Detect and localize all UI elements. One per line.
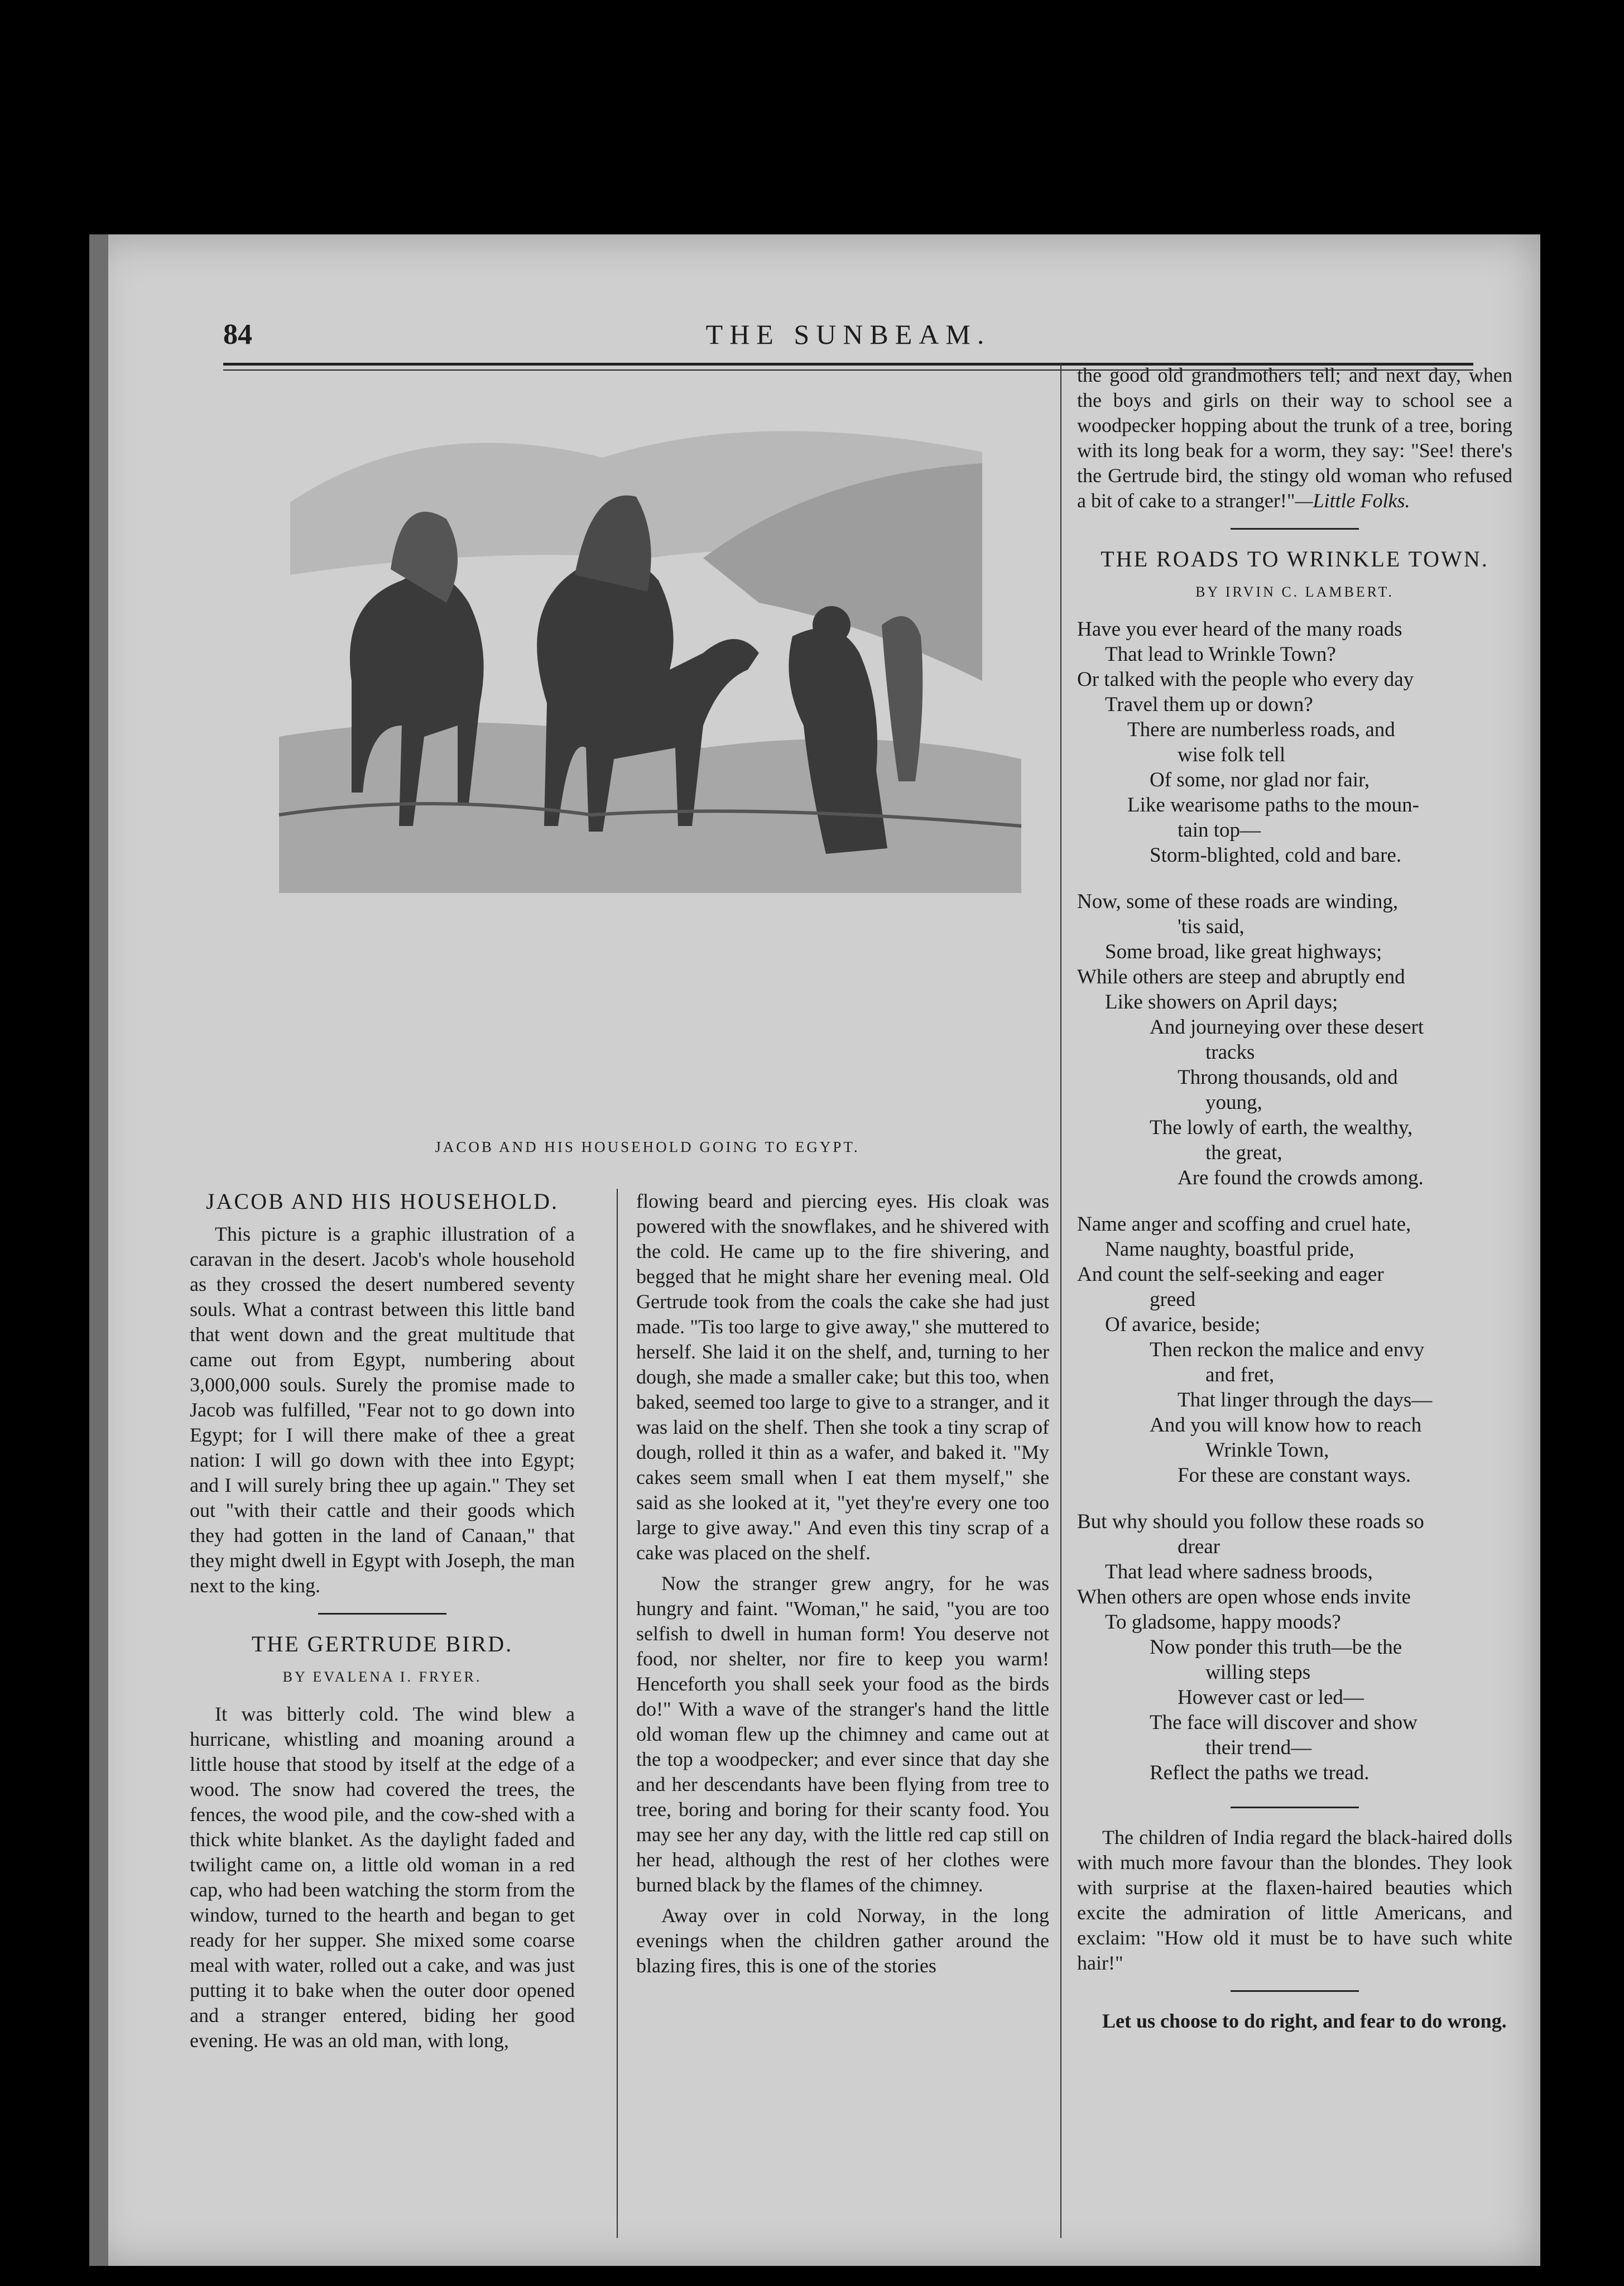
poem-line: Are found the crowds among. xyxy=(1178,1166,1424,1189)
jacob-article-title: JACOB AND HIS HOUSEHOLD. xyxy=(205,1189,559,1214)
gertrude-source: —Little Folks. xyxy=(1295,489,1410,512)
poem-line: the great, xyxy=(1205,1141,1282,1164)
poem-line: Name naughty, boastful pride, xyxy=(1105,1238,1354,1261)
poem-byline: BY IRVIN C. LAMBERT. xyxy=(1195,584,1394,600)
gertrude-article-title: THE GERTRUDE BIRD. xyxy=(251,1631,513,1656)
magazine-page xyxy=(89,234,1540,2266)
poem-line: Throng thousands, old and xyxy=(1178,1066,1398,1089)
poem-line: Or talked with the people who every day xyxy=(1077,668,1414,691)
section-divider xyxy=(1231,1990,1359,1992)
caravan-illustration xyxy=(257,391,1038,893)
poem-line: And you will know how to reach xyxy=(1150,1414,1422,1437)
poem-line: Like showers on April days; xyxy=(1105,991,1338,1014)
poem-stanza xyxy=(1077,1212,1512,1488)
poem-line: That lead where sadness broods, xyxy=(1105,1560,1373,1583)
poem-line: Then reckon the malice and envy xyxy=(1150,1338,1425,1361)
poem-line: Some broad, like great highways; xyxy=(1105,940,1382,963)
poem-line: Of some, nor glad nor fair, xyxy=(1150,769,1370,791)
page-header xyxy=(223,318,1473,357)
poem-line: their trend— xyxy=(1205,1736,1312,1759)
poem-line: Storm-blighted, cold and bare. xyxy=(1150,844,1402,867)
poem-line: willing steps xyxy=(1205,1661,1311,1684)
closing-line: Let us choose to do right, and fear to do wrong. xyxy=(1102,2010,1507,2032)
poem-line: The lowly of earth, the wealthy, xyxy=(1150,1116,1413,1139)
gertrude-byline: BY EVALENA I. FRYER. xyxy=(282,1669,482,1685)
poem-line: Reflect the paths we tread. xyxy=(1150,1761,1370,1784)
section-divider xyxy=(1231,1807,1359,1808)
illustration-caption: JACOB AND HIS HOUSEHOLD GOING TO EGYPT. xyxy=(435,1139,860,1155)
poem-line: To gladsome, happy moods? xyxy=(1105,1611,1341,1634)
page-spine xyxy=(89,234,108,2266)
poem-line: While others are steep and abruptly end xyxy=(1077,966,1405,988)
right-column xyxy=(1077,363,1512,2039)
poem-line: However cast or led— xyxy=(1178,1686,1364,1709)
gertrude-ending: the good old grandmothers tell; and next day, when the boys and girls on their way to school see a woodpecker hopping about the trunk of a tree, boring with its long beak for a worm, they say: "See! there's the Gertrude bird, the stingy old woman who refused a bit of cake to a stranger!" xyxy=(1077,364,1512,512)
poem-line: and fret, xyxy=(1205,1363,1275,1386)
column-rule-right xyxy=(1060,363,1061,2238)
poem-stanza xyxy=(1077,1509,1512,1785)
gertrude-paragraph-5 xyxy=(1077,363,1512,513)
jacob-article-body: This picture is a graphic illustration of a caravan in the desert. Jacob's whole household as they crossed the desert numbered seventy souls. What a contrast between this little band that went down and the great multitude that came out from Egypt, numbering about 3,000,000 souls. Surely the promise made to Jacob was fulfilled, "Fear not to go down into Egypt; for I will there make of thee a great nation: I will go down with thee into Egypt; and I will surely bring thee up again." They set out "with their cattle and their goods which they had gotten in the land of Canaan," that they might dwell in Egypt with Joseph, the man next to the king. xyxy=(190,1223,575,1597)
poem-title: THE ROADS TO WRINKLE TOWN. xyxy=(1101,546,1489,572)
poem-stanza xyxy=(1077,617,1512,868)
left-column xyxy=(190,1189,575,2059)
poem-line: For these are constant ways. xyxy=(1178,1464,1411,1487)
poem-line: tain top— xyxy=(1178,819,1261,842)
poem-line: Wrinkle Town, xyxy=(1205,1439,1329,1462)
section-divider xyxy=(1231,528,1359,530)
india-dolls-note: The children of India regard the black-haired dolls with much more favour than the blondes. They look with surprise at the flaxen-haired beauties which excite the admiration of little Americans, and exclaim: "How old it must be to have such white hair!" xyxy=(1077,1826,1512,1974)
poem-line: Like wearisome paths to the moun- xyxy=(1127,794,1420,817)
poem-line: wise folk tell xyxy=(1178,743,1286,766)
middle-column xyxy=(636,1189,1049,1984)
column-rule-left xyxy=(617,1189,618,2238)
poem-line: And count the self-seeking and eager xyxy=(1077,1263,1384,1286)
poem-line: Name anger and scoffing and cruel hate, xyxy=(1077,1213,1411,1236)
poem-stanza xyxy=(1077,889,1512,1190)
poem-line: That lead to Wrinkle Town? xyxy=(1105,643,1336,666)
poem-line: But why should you follow these roads so xyxy=(1077,1510,1424,1533)
poem-line: The face will discover and show xyxy=(1150,1711,1418,1734)
poem-line: Travel them up or down? xyxy=(1105,693,1313,716)
poem-line: greed xyxy=(1150,1288,1196,1311)
poem-line: Have you ever heard of the many roads xyxy=(1077,618,1402,641)
poem-line: Now ponder this truth—be the xyxy=(1150,1636,1402,1659)
poem-line: Of avarice, beside; xyxy=(1105,1313,1261,1336)
poem-line: That linger through the days— xyxy=(1178,1389,1433,1411)
poem-line: 'tis said, xyxy=(1178,915,1245,938)
journal-title: THE SUNBEAM. xyxy=(705,319,991,350)
gertrude-paragraph-2: flowing beard and piercing eyes. His cloak was powered with the snowflakes, and he shivered with the cold. He came up to the fire shivering, and begged that he might share her evening meal. Old Gertrude took from the coals the cake she had just made. "Tis too large to give away," she muttered to herself. She laid it on the shelf, and, turning to her dough, she made a smaller cake; but this too, when baked, seemed too large to give to a stranger, and it was laid on the shelf. Then she took a tiny scrap of dough, rolled it thin as a wafer, and baked it. "My cakes seem small when I eat them myself," she said as she looked at it, "yet they're every one too large to give away." And even this tiny scrap of a cake was placed on the shelf. xyxy=(636,1190,1049,1564)
gertrude-paragraph-1: It was bitterly cold. The wind blew a hurricane, whistling and moaning around a little house that stood by itself at the edge of a wood. The snow had covered the trees, the fences, the wood pile, and the cow-shed with a thick white blanket. As the daylight faded and twilight came on, a little old woman in a red cap, who had been watching the storm from the window, turned to the hearth and began to get ready for her supper. She mixed some coarse meal with water, rolled out a cake, and was just putting it to bake when the outer door opened and a stranger entered, biding her good evening. He was an old man, with long, xyxy=(190,1703,575,2052)
poem-line: drear xyxy=(1178,1535,1220,1558)
poem-line: Now, some of these roads are winding, xyxy=(1077,890,1399,913)
poem-line: tracks xyxy=(1205,1041,1255,1064)
page-number: 84 xyxy=(223,319,252,350)
poem-line: When others are open whose ends invite xyxy=(1077,1586,1411,1608)
section-divider xyxy=(318,1613,446,1615)
poem-line: young, xyxy=(1205,1091,1262,1114)
poem-line: And journeying over these desert xyxy=(1150,1016,1424,1039)
poem-body xyxy=(1077,617,1512,1785)
poem-line: There are numberless roads, and xyxy=(1127,718,1395,741)
gertrude-paragraph-4: Away over in cold Norway, in the long evenings when the children gather around the blazing fires, this is one of the stories xyxy=(636,1904,1049,1977)
gertrude-paragraph-3: Now the stranger grew angry, for he was hungry and faint. "Woman," he said, "you are too selfish to dwell in human form! You deserve not food, nor shelter, nor fire to keep you warm! Henceforth you shall seek your food as the birds do!" With a wave of the stranger's hand the little old woman flew up the chimney and came out at the top a woodpecker; and ever since that day she and her descendants have been flying from tree to tree, boring and boring for their scanty food. You may see her any day, with the little red cap still on her head, although the rest of her clothes were burned black by the flames of the chimney. xyxy=(636,1572,1049,1896)
